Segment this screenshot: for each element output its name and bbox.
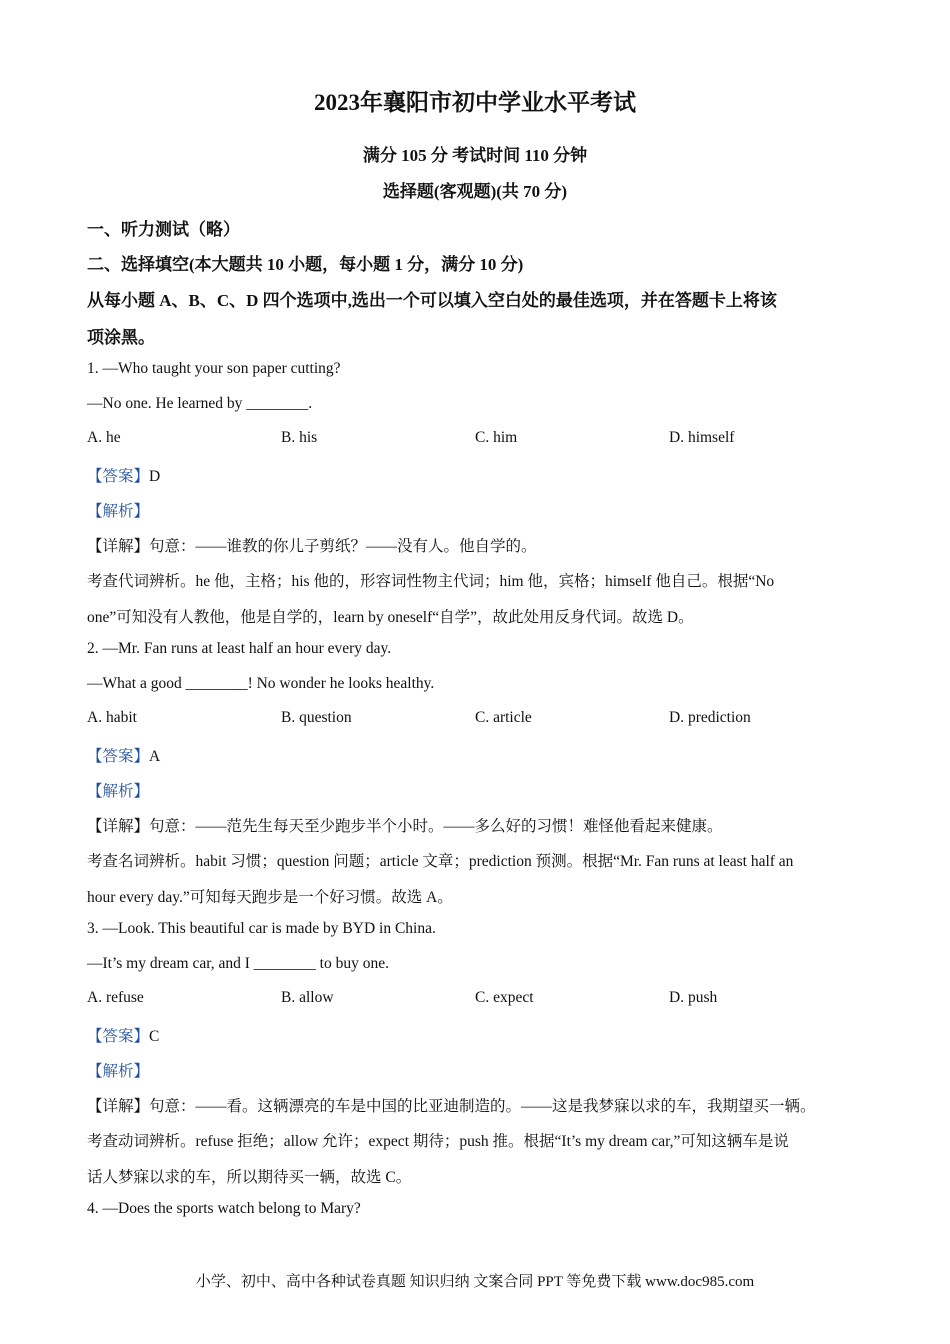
q2-option-a: A. habit [87, 709, 137, 726]
q1-option-d: D. himself [669, 429, 735, 446]
page-footer: 小学、初中、高中各种试卷真题 知识归纳 文案合同 PPT 等免费下载 www.doc985.com [195, 1274, 755, 1290]
detail-text: 句意：——看。这辆漂亮的车是中国的比亚迪制造的。——这是我梦寐以求的车，我期望买一辆。 [149, 1098, 816, 1115]
detail-tag: 【详解】 [87, 818, 150, 835]
q1-explanation-line1: 考查代词辨析。he 他，主格；his 他的，形容词性物主代词；him 他，宾格；himself 他自己。根据“No [87, 573, 775, 590]
detail-text: 句意：——范先生每天至少跑步半个小时。——多么好的习惯！难怪他看起来健康。 [149, 818, 723, 835]
q1-option-b: B. his [281, 429, 318, 446]
section-heading: 选择题(客观题)(共 70 分) [382, 182, 568, 201]
answer-tag: 【答案】 [87, 748, 150, 765]
detail-tag: 【详解】 [87, 1098, 150, 1115]
exam-meta: 满分 105 分 考试时间 110 分钟 [362, 146, 588, 165]
q2-answer [87, 744, 160, 766]
q1-option-c: C. him [475, 429, 518, 446]
q1-analysis-tag: 【解析】 [87, 503, 150, 520]
question-2-line2: —What a good ________! No wonder he looks healthy. [87, 675, 435, 692]
question-1-line2: —No one. He learned by ________. [87, 395, 313, 412]
q1-explanation-line2: one”可知没有人教他，他是自学的，learn by oneself“自学”，故此处用反身代词。故选 D。 [87, 609, 694, 626]
detail-text: 句意：——谁教的你儿子剪纸？——没有人。他自学的。 [149, 538, 537, 555]
q3-analysis-tag: 【解析】 [87, 1063, 150, 1080]
instruction-line2: 项涂黑。 [87, 328, 155, 347]
question-1-line1: 1. —Who taught your son paper cutting? [87, 360, 341, 377]
answer-value: A [149, 748, 161, 765]
instruction-line1: 从每小题 A、B、C、D 四个选项中,选出一个可以填入空白处的最佳选项，并在答题卡上将该 [87, 291, 777, 310]
answer-value: D [149, 468, 161, 485]
q2-detail [87, 814, 723, 836]
part1-heading: 一、听力测试（略） [87, 220, 240, 239]
question-3-line1: 3. —Look. This beautiful car is made by BYD in China. [87, 920, 436, 937]
q3-option-b: B. allow [281, 989, 334, 1006]
q2-explanation-line1: 考查名词辨析。habit 习惯；question 问题；article 文章；prediction 预测。根据“Mr. Fan runs at least half an [87, 853, 794, 870]
q1-answer [87, 464, 160, 486]
question-2-line1: 2. —Mr. Fan runs at least half an hour every day. [87, 640, 392, 657]
part2-heading: 二、选择填空(本大题共 10 小题，每小题 1 分，满分 10 分) [87, 255, 524, 274]
answer-tag: 【答案】 [87, 468, 150, 485]
q3-explanation-line1: 考查动词辨析。refuse 拒绝；allow 允许；expect 期待；push 推。根据“It’s my dream car,”可知这辆车是说 [87, 1133, 789, 1150]
question-4-line1: 4. —Does the sports watch belong to Mary? [87, 1200, 361, 1217]
q3-detail [87, 1094, 816, 1116]
q2-option-b: B. question [281, 709, 352, 726]
detail-tag: 【详解】 [87, 538, 150, 555]
q2-option-d: D. prediction [669, 709, 751, 726]
page-title: 2023年襄阳市初中学业水平考试 [314, 90, 636, 115]
q3-option-c: C. expect [475, 989, 534, 1006]
q2-analysis-tag: 【解析】 [87, 783, 150, 800]
question-3-line2: —It’s my dream car, and I ________ to buy one. [87, 955, 389, 972]
q1-detail [87, 534, 537, 556]
q3-explanation-line2: 话人梦寐以求的车，所以期待买一辆，故选 C。 [87, 1169, 412, 1186]
q3-option-a: A. refuse [87, 989, 144, 1006]
q3-option-d: D. push [669, 989, 718, 1006]
answer-tag: 【答案】 [87, 1028, 150, 1045]
q2-option-c: C. article [475, 709, 532, 726]
q2-explanation-line2: hour every day.”可知每天跑步是一个好习惯。故选 A。 [87, 889, 453, 906]
q1-option-a: A. he [87, 429, 121, 446]
q3-answer [87, 1024, 159, 1046]
answer-value: C [149, 1028, 160, 1045]
